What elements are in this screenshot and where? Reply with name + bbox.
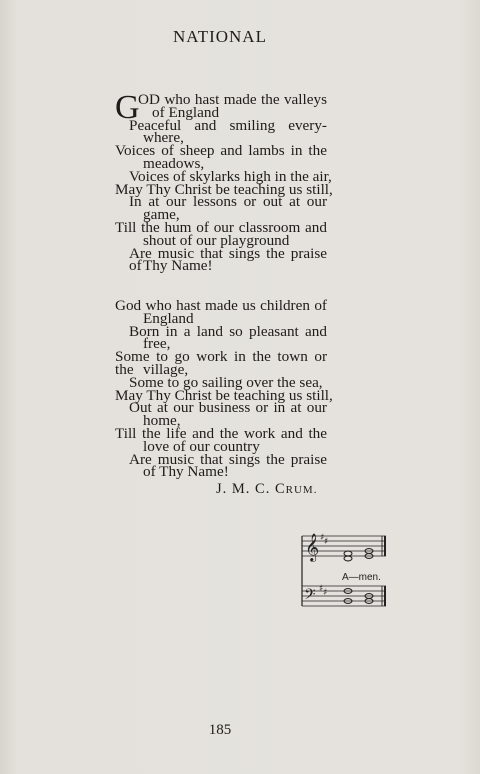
- verse-line: OD who hast made the valleys: [138, 91, 327, 108]
- sharp-icon: ♯: [320, 533, 325, 543]
- sharp-icon: ♯: [323, 588, 328, 598]
- bass-clef-icon: 𝄢: [304, 586, 316, 607]
- sharp-icon: ♯: [324, 537, 329, 547]
- sharp-icon: ♯: [319, 584, 324, 594]
- verse-line: Some to go sailing over the sea,: [129, 373, 323, 391]
- verse-line: Voices of skylarks high in the air,: [129, 167, 332, 185]
- verse-line: God who hast made us children of: [115, 297, 327, 314]
- verse-line: Out at our business or in at our: [129, 399, 327, 417]
- verse-1: [115, 89, 333, 275]
- verse-line: of England: [152, 103, 220, 121]
- verse-line: meadows,: [143, 154, 205, 172]
- verse-line: shout of our playground: [143, 231, 290, 249]
- drop-cap-letter: G: [115, 89, 140, 126]
- verse-line: Peaceful and smiling every-: [129, 116, 327, 134]
- verse-2: [115, 297, 333, 481]
- verse-line: Thy Name!: [143, 257, 213, 275]
- section-heading: NATIONAL: [173, 27, 267, 46]
- author-surname: RUM.: [285, 484, 318, 496]
- verse-line: Are music that sings the praise of: [129, 244, 327, 275]
- verse-line: love of our country: [143, 437, 260, 455]
- verse-line: home,: [143, 412, 181, 430]
- verse-line: England: [143, 309, 194, 327]
- verse-line: free,: [143, 335, 171, 353]
- author-credit: [216, 481, 317, 498]
- verse-line: Till the hum of our classroom and: [115, 218, 327, 236]
- whole-note: [344, 556, 352, 561]
- verse-line: May Thy Christ be teaching us still,: [115, 180, 333, 198]
- amen-music-score: [296, 528, 388, 612]
- page-number: 185: [208, 722, 232, 738]
- amen-lyric: A—men.: [342, 572, 381, 583]
- whole-note: [344, 551, 352, 556]
- verse-line: game,: [143, 206, 180, 224]
- verse-line: Are music that sings the praise: [129, 450, 327, 468]
- verse-line: Voices of sheep and lambs in the: [115, 142, 327, 160]
- verse-line: Some to go work in the town or the: [115, 348, 327, 378]
- author-initials: J. M. C. C: [216, 481, 286, 497]
- verse-line: of Thy Name!: [143, 463, 229, 481]
- verse-line: village,: [143, 360, 189, 378]
- verse-line: where,: [143, 129, 184, 147]
- verse-line: Till the life and the work and the: [115, 424, 327, 442]
- treble-clef-icon: 𝄞: [305, 533, 320, 561]
- verse-line: May Thy Christ be teaching us still,: [115, 386, 333, 404]
- verse-line: In at our lessons or out at our: [129, 193, 327, 211]
- verse-line: Born in a land so pleasant and: [129, 322, 327, 340]
